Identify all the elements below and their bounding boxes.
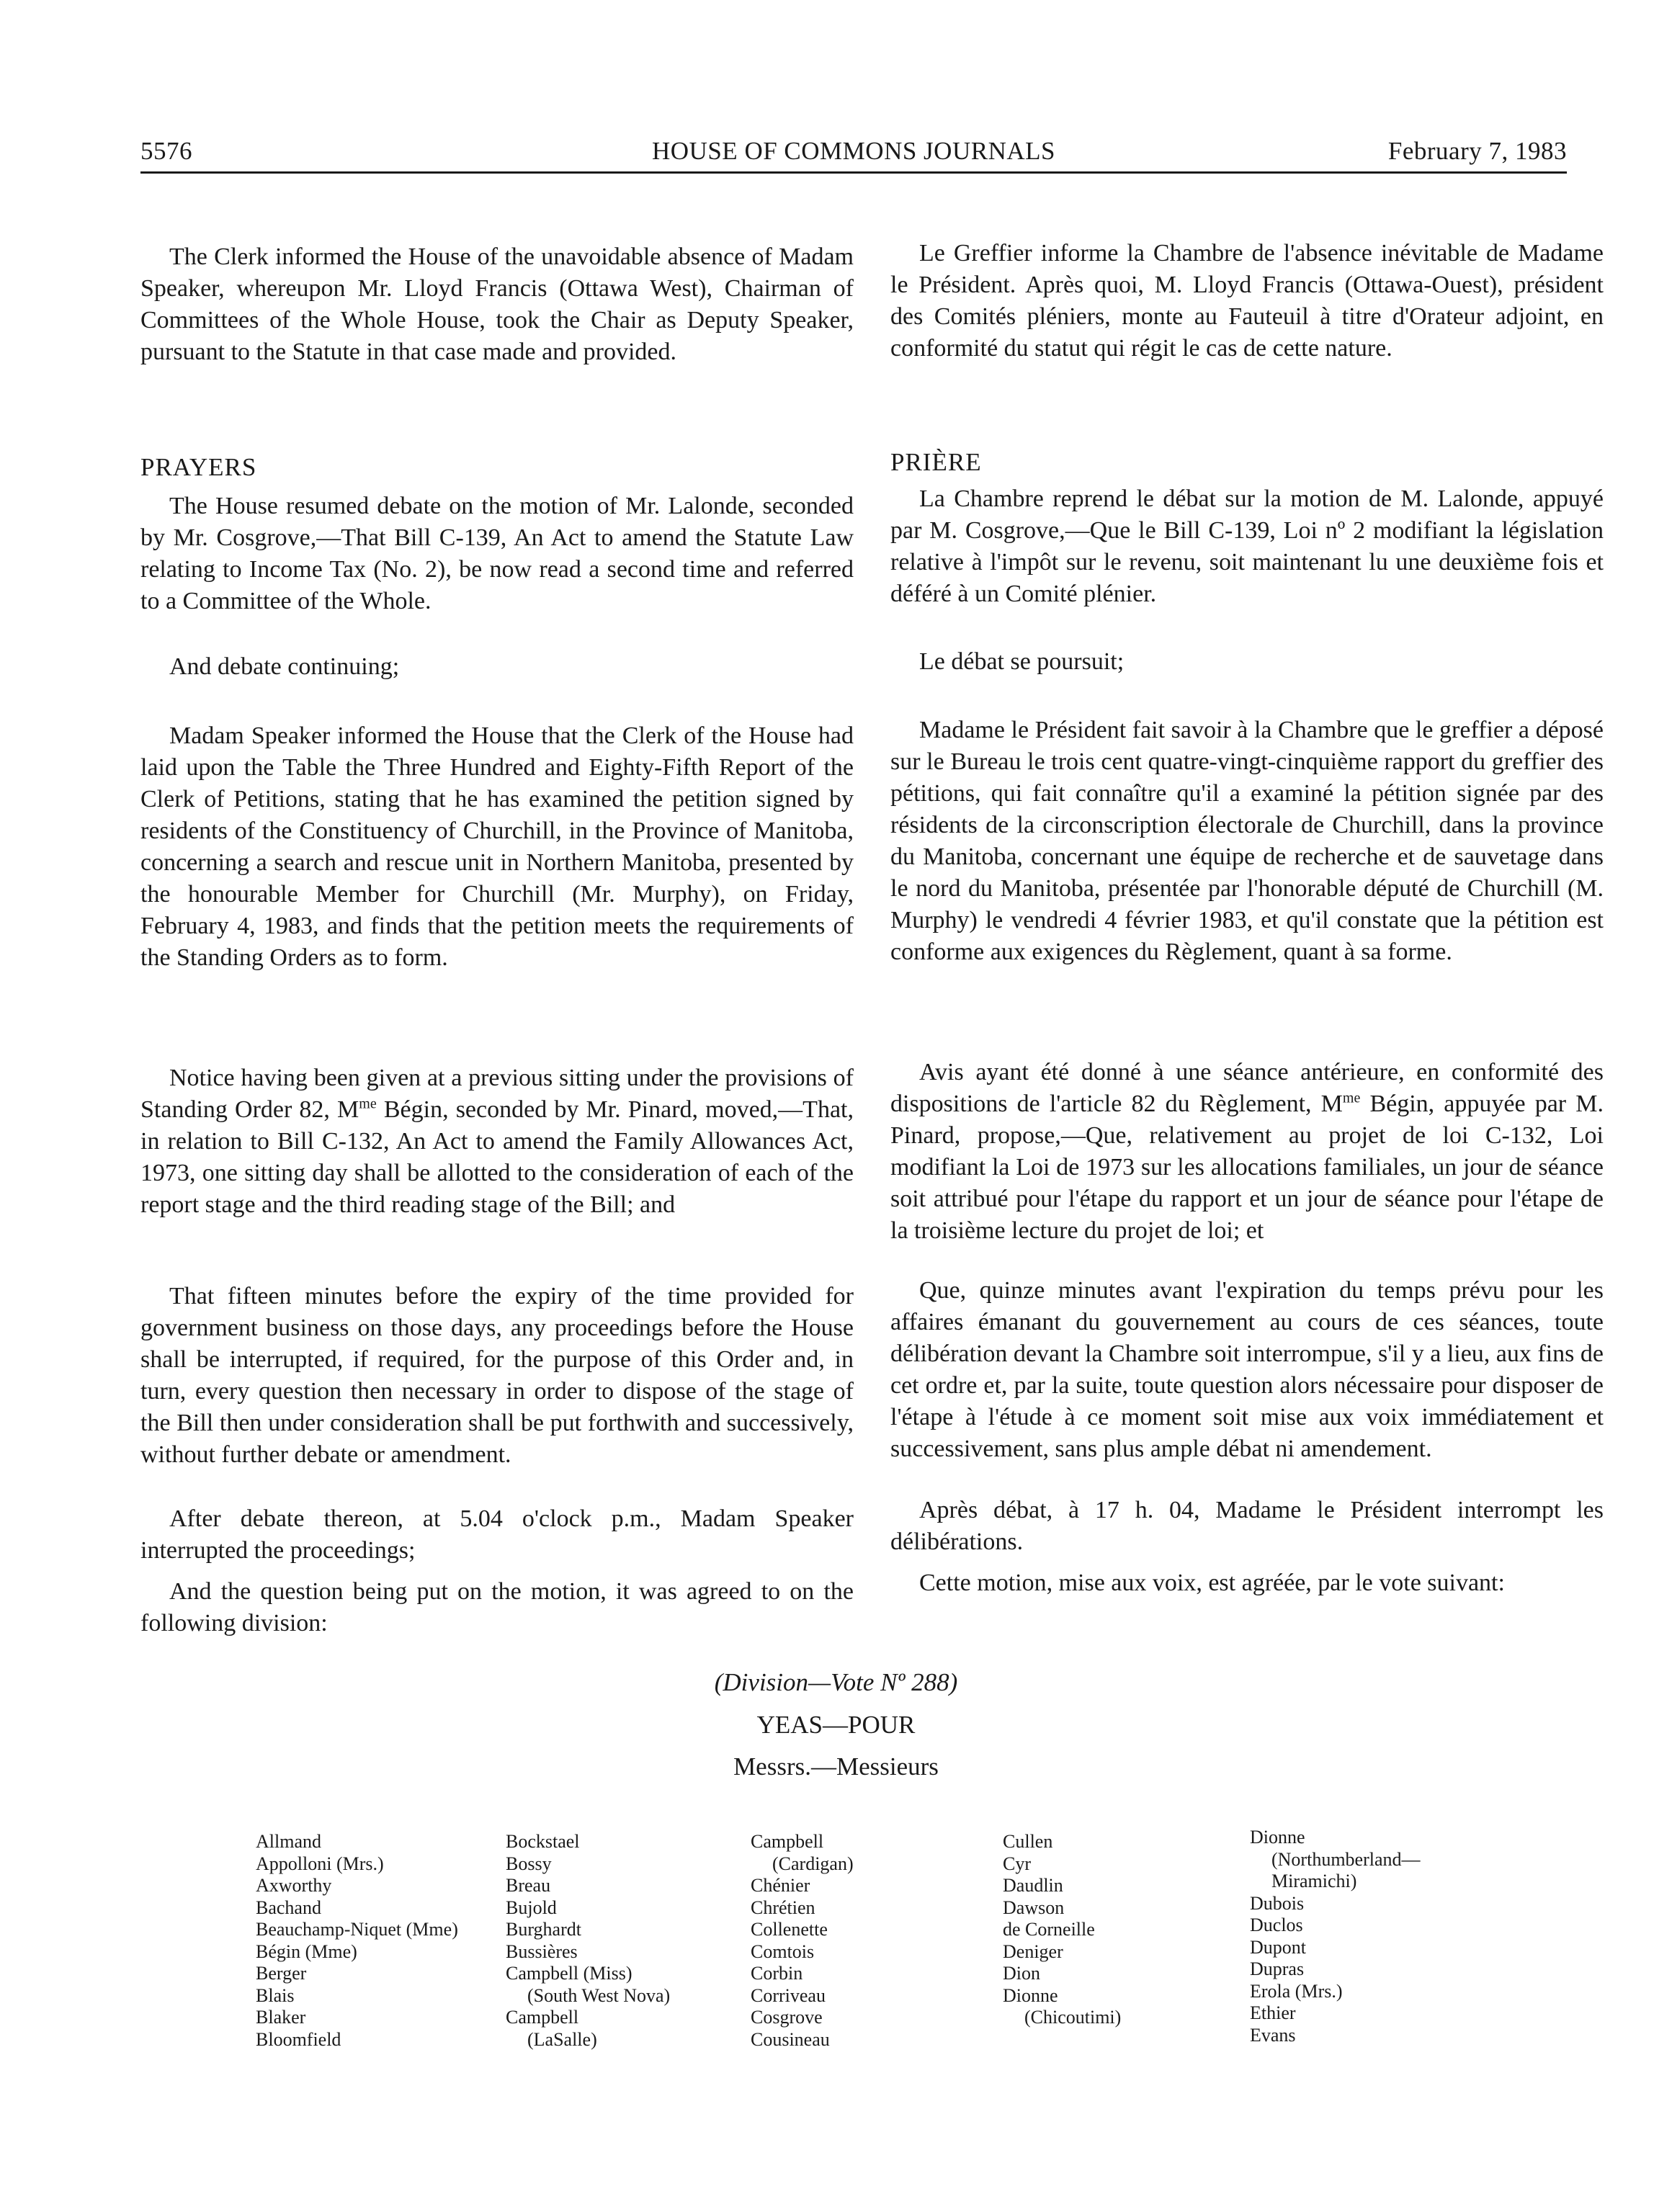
member-name: Campbell (Miss) bbox=[506, 1963, 632, 1984]
fr-paragraph-1: Le Greffier informe la Chambre de l'absence inévitable de Madame le Président. Après quoi, M. Lloyd Francis (Ottawa-Ouest), président des Comités pléniers, monte au Fauteuil à titre d'Orateur adjoint, en conformité du statut qui régit le cas de cette nature. bbox=[890, 240, 1604, 362]
yeas-heading: YEAS—POUR bbox=[756, 1711, 916, 1739]
member-name: Dion bbox=[1003, 1963, 1040, 1984]
fr-paragraph-2: La Chambre reprend le débat sur la motion de M. Lalonde, appuyé par M. Cosgrove,—Que le Bill C-139, Loi nº 2 modifiant la législation relative à l'impôt sur le revenu, soit maintenant lu une deuxième fois et déféré à un Comité plénier. bbox=[890, 485, 1604, 607]
member-name: Cousineau bbox=[751, 2028, 830, 2050]
member-name: Dubois bbox=[1250, 1892, 1305, 1914]
fr-paragraph-6: Que, quinze minutes avant l'expiration du temps prévu pour les affaires émanant du gouvernement au cours de ces séances, toute délibération devant la Chambre soit interrompue, s'il y a lieu, aux fins de cet ordre et, par la suite, toute question alors nécessaire pour disposer de l'étape à l'étude à ce moment soit mise aux voix immédiatement et successivement, sans plus ample débat ni amendement. bbox=[890, 1277, 1604, 1462]
en-paragraph-3: And debate continuing; bbox=[169, 653, 400, 680]
en-paragraph-6: That fifteen minutes before the expiry of the time provided for government business on those days, any proceedings before the House shall be interrupted, if required, for the purpose of this Order and, in turn, every question then necessary in order to dispose of the stage of the Bill then under consideration shall be put forthwith and successively, without further debate or amendment. bbox=[140, 1283, 854, 1468]
member-name: Allmand bbox=[256, 1831, 321, 1852]
member-name: Collenette bbox=[751, 1919, 828, 1940]
member-name: Ethier bbox=[1250, 2002, 1296, 2023]
member-name: Dawson bbox=[1003, 1897, 1065, 1918]
fr-paragraph-7: Après débat, à 17 h. 04, Madame le Président interrompt les délibérations. bbox=[890, 1497, 1604, 1555]
member-name: Bussières bbox=[506, 1940, 578, 1962]
member-riding: Miramichi) bbox=[1271, 1871, 1357, 1891]
member-name: Campbell bbox=[751, 1831, 824, 1852]
member-name: Cosgrove bbox=[751, 2007, 823, 2028]
member-name: Bossy bbox=[506, 1853, 552, 1874]
member-name: Chrétien bbox=[751, 1897, 815, 1918]
fr-paragraph-5: Avis ayant été donné à une séance antérieure, en conformité des dispositions de l'article 82 du Règlement, $M^{me}$ Bégin, appuyée par M. Pinard, propose,—Que, relativement au projet de loi C-132, Loi modifiant la Loi de 1973 sur les allocations familiales, un jour de séance soit attribué pour l'étape du rapport et un jour de séance pour l'étape de la troisième lecture du projet de loi; et bbox=[890, 1059, 1604, 1244]
member-name: Burghardt bbox=[506, 1919, 581, 1940]
member-name: Blais bbox=[256, 1984, 295, 2006]
names-column-4 bbox=[1003, 1831, 1121, 2029]
member-riding: (Northumberland— bbox=[1271, 1848, 1421, 1870]
fr-paragraph-8: Cette motion, mise aux voix, est agréée, par le vote suivant: bbox=[919, 1570, 1505, 1596]
member-name: Campbell bbox=[506, 2007, 579, 2028]
member-riding: (Chicoutimi) bbox=[1024, 2007, 1122, 2028]
names-column-5 bbox=[1250, 1827, 1421, 2046]
en-paragraph-8: And the question being put on the motion, it was agreed to on the following division: bbox=[140, 1578, 854, 1636]
member-name: Corriveau bbox=[751, 1984, 826, 2006]
page-date: February 7, 1983 bbox=[1387, 137, 1567, 165]
member-name: Corbin bbox=[751, 1963, 803, 1984]
member-name: Comtois bbox=[751, 1940, 815, 1962]
member-name: Breau bbox=[506, 1875, 551, 1896]
member-name: Deniger bbox=[1003, 1940, 1063, 1962]
member-name: Blaker bbox=[256, 2007, 306, 2028]
en-paragraph-4: Madam Speaker informed the House that the Clerk of the House had laid upon the Table the Three Hundred and Eighty-Fifth Report of the Clerk of Petitions, stating that he has examined the petition signed by residents of the Constituency of Churchill, in the Province of Manitoba, concerning a search and rescue unit in Northern Manitoba, presented by the honourable Member for Churchill (Mr. Murphy), on Friday, February 4, 1983, and finds that the petition meets the requirements of the Standing Orders as to form. bbox=[140, 722, 854, 971]
page-header bbox=[140, 128, 1567, 174]
en-paragraph-2: The House resumed debate on the motion of Mr. Lalonde, seconded by Mr. Cosgrove,—That Bill C-139, An Act to amend the Statute Law relating to Income Tax (No. 2), be now read a second time and referred to a Committee of the Whole. bbox=[140, 493, 854, 614]
member-name: Dupras bbox=[1250, 1958, 1305, 1979]
member-riding: (South West Nova) bbox=[527, 1984, 671, 2006]
member-name: Duclos bbox=[1250, 1915, 1303, 1935]
member-name: Berger bbox=[256, 1963, 307, 1984]
member-name: Dionne bbox=[1250, 1827, 1305, 1848]
member-name: Bégin (Mme) bbox=[256, 1940, 357, 1962]
member-name: Bachand bbox=[256, 1897, 321, 1918]
member-name: Daudlin bbox=[1003, 1875, 1063, 1896]
member-riding: (Cardigan) bbox=[772, 1853, 854, 1874]
fr-heading-priere: PRIÈRE bbox=[890, 448, 982, 476]
en-paragraph-1: The Clerk informed the House of the unavoidable absence of Madam Speaker, whereupon Mr. Lloyd Francis (Ottawa West), Chairman of Committees of the Whole House, took the Chair as Deputy Speaker, pursuant to the Statute in that case made and provided. bbox=[140, 243, 854, 365]
member-name: Bockstael bbox=[506, 1831, 580, 1852]
vote-number: (Division—Vote Nº 288) bbox=[714, 1668, 958, 1696]
names-column-2 bbox=[506, 1831, 670, 2051]
member-riding: (LaSalle) bbox=[527, 2028, 597, 2050]
member-name: Chénier bbox=[751, 1875, 810, 1896]
member-name: de Corneille bbox=[1003, 1919, 1095, 1940]
names-column-1 bbox=[256, 1831, 458, 2051]
member-name: Bloomfield bbox=[256, 2028, 341, 2050]
member-name: Cullen bbox=[1003, 1831, 1053, 1852]
en-paragraph-5: Notice having been given at a previous sitting under the provisions of Standing Order 82, $M^{me}$ Bégin, seconded by Mr. Pinard, moved,—That, in relation to Bill C-132, An Act to amend the Family Allowances Act, 1973, one sitting day shall be allotted to the consideration of each of the report stage and the third reading stage of the Bill; and bbox=[140, 1065, 854, 1218]
member-name: Bujold bbox=[506, 1897, 557, 1918]
fr-paragraph-3: Le débat se poursuit; bbox=[919, 648, 1125, 675]
messrs-heading: Messrs.—Messieurs bbox=[733, 1752, 939, 1781]
member-name: Erola (Mrs.) bbox=[1250, 1980, 1343, 2002]
page-number: 5576 bbox=[140, 137, 192, 165]
member-name: Evans bbox=[1250, 2024, 1296, 2046]
member-name: Appolloni (Mrs.) bbox=[256, 1853, 384, 1874]
en-heading-prayers: PRAYERS bbox=[140, 453, 257, 481]
journal-title: HOUSE OF COMMONS JOURNALS bbox=[652, 137, 1055, 165]
member-name: Dupont bbox=[1250, 1936, 1306, 1958]
names-column-3 bbox=[751, 1831, 854, 2051]
member-name: Dionne bbox=[1003, 1984, 1058, 2006]
en-paragraph-7: After debate thereon, at 5.04 o'clock p.m., Madam Speaker interrupted the proceedings; bbox=[140, 1505, 854, 1564]
member-name: Axworthy bbox=[256, 1875, 332, 1896]
member-name: Cyr bbox=[1003, 1853, 1031, 1874]
member-name: Beauchamp-Niquet (Mme) bbox=[256, 1919, 458, 1940]
fr-paragraph-4: Madame le Président fait savoir à la Chambre que le greffier a déposé sur le Bureau le trois cent quatre-vingt-cinquième rapport du greffier des pétitions, qui fait connaître qu'il a examiné la pétition signée par des résidents de la circonscription électorale de Churchill, dans la province du Manitoba, concernant une équipe de recherche et de sauvetage dans le nord du Manitoba, présentée par l'honorable député de Churchill (M. Murphy) le vendredi 4 février 1983, et qu'il constate que la pétition est conforme aux exigences du Règlement, quant à sa forme. bbox=[890, 717, 1604, 965]
